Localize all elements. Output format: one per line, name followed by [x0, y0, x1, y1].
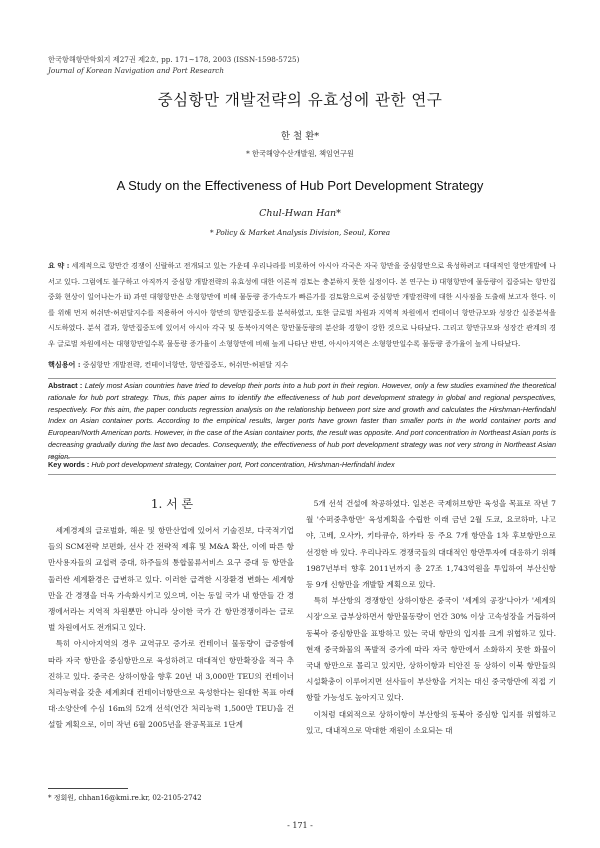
divider	[48, 474, 556, 475]
paragraph: 이처럼 대외적으로 상하이항이 부산항의 동북아 중심항 입지를 위협하고 있고, 대내적으로 막대한 재원이 소요되는 대	[306, 709, 556, 735]
author-en: Chul-Hwan Han*	[259, 208, 341, 219]
abstract-en-label: Abstract :	[48, 381, 83, 390]
keywords-ko-label: 핵심용어 :	[48, 360, 81, 369]
keywords-en-text: Hub port development strategy, Container port, Port concentration, Hirshman-Herfindahl index	[91, 460, 395, 469]
keywords-en	[48, 460, 556, 469]
body-column-right	[306, 496, 556, 739]
paper-title-en: A Study on the Effectiveness of Hub Port Development Strategy	[116, 178, 484, 193]
divider	[48, 378, 556, 379]
journal-name-en: Journal of Korean Navigation and Port Research	[48, 66, 224, 75]
abstract-en-text: Lately most Asian countries have tried to develop their ports into a hub port in their region. However, only a few studies examined the theoretical rationale for hub port strategy. Thus, this paper aims to identify the effectiveness of hub port development strategy in global and regional perspectives, respectively. For this aim, the paper conducts regression analysis on the relationship between port size and growth and calculates the Hirshman-Herfindahl Index on Asian container ports. According to the empirical results, larger ports have grown faster than smaller ports in the world container ports and European/North American ports. However, in the case of the Asian container ports, the result was opposite. And port concentration in Northeast Asian ports is decreasing gradually during the last two decades. Consequently, the effectiveness of hub port development strategy was not very strong in Northeast Asian region.	[48, 381, 556, 461]
abstract-ko-label: 요 약 :	[48, 261, 70, 270]
body-column-left	[48, 523, 294, 734]
abstract-ko-text: 세계적으로 항만간 경쟁이 신랄하고 전개되고 있는 가운데 우리나라를 비롯하여 아시아 각국은 자국 항만을 중심항만으로 육성하려고 대대적인 항만개발에 나서고 있다. 그럼에도 불구하고 아직까지 중심항 개발전략의 유효성에 대한 이론적 검토는 충분하지 못한 실정이다. 본 연구는 i) 대형항만에 물동량이 집중되는 항만집중화 현상이 일어나는가 ii) 과연 대형항만은 소형항만에 비해 물동량 증가속도가 빠른가를 검토함으로써 중심항만 개발전략에 대한 시사점을 도출해 보고자 한다. 이를 위해 먼저 허쉬만-허핀달지수를 적용하여 아시아 항만의 항만집중도를 분석하였고, 또한 글로벌 차원과 지역적 차원에서 컨테이너 항만규모와 성장간 실증분석을 시도하였다. 분석 결과, 항만집중도에 있어서 아시아 각국 및 동북아지역은 항만물동량의 분산화 경향이 강한 것으로 나타났다. 그리고 항만규모와 성장간 관계의 경우 글로벌 차원에서는 대형항만일수록 물동량 증가율이 소형항만에 비해 높게 나타난 반면, 아시아지역은 소형항만일수록 물동량 증가율이 높게 나타났다.	[48, 261, 556, 348]
author-ko: 한 철 환*	[280, 131, 320, 142]
paragraph: 세계경제의 글로벌화, 해운 및 항만산업에 있어서 기술진보, 다국적기업들의 SCM전략 보편화, 선사 간 전략적 제휴 및 M&A 확산, 이에 따른 항만사용자들의 교섭력 증대, 하주들의 통합물류서비스 요구 증대 등 항만을 둘러싼 세계환경은 급변하고 있다. 이러한 급격한 시장환경 변화는 세계항만을 간 경쟁을 더욱 가속화시키고 있으며, 이는 동일 국가 내 항만들 간 경쟁에서라는 지역적 차원뿐만 아니라 상이한 국가 간 항만경쟁이라는 글로벌 차원에서도 전개되고 있다.	[48, 526, 294, 633]
keywords-ko-text: 중심항만 개발전략, 컨테이너항만, 항만집중도, 허쉬만-허핀달 지수	[82, 360, 289, 369]
footnote: * 정회원, chhan16@kmi.re.kr, 02-2105-2742	[48, 794, 202, 802]
affiliation-ko: * 한국해양수산개발원, 책임연구원	[246, 149, 354, 158]
journal-header	[48, 54, 299, 76]
keywords-ko	[48, 360, 556, 370]
affiliation-en: * Policy & Market Analysis Division, Seoul, Korea	[209, 228, 391, 237]
paper-title-ko: 중심항만 개발전략의 유효성에 관한 연구	[157, 91, 443, 109]
journal-citation: 한국항해항만학회지 제27권 제2호, pp. 171~178, 2003 (ISSN-1598-5725)	[48, 55, 300, 64]
paragraph: 특히 아시아지역의 경우 교역규모 증가로 컨테이너 물동량이 급증함에 따라 자국 항만을 중심항만으로 육성하려고 대대적인 항만확장을 적극 추진하고 있다. 중국은 상하이항을 향후 20년 내 3,000만 TEU의 컨테이너 처리능력을 갖춘 세계최대 컨테이너항만으로 육성한다는 원대한 목표 아래 대·소양산에 수심 16m의 52개 선석(연간 처리능력 1,500만 TEU)을 건설할 계획으로, 이미 작년 6월 2005년을 완공목표로 1단계	[48, 639, 294, 730]
paragraph: 5개 선석 건설에 착공하였다. 일본은 국제허브항만 육성을 목표로 작년 7월 '수퍼중추항만' 육성계획을 수립한 이래 금년 2월 도쿄, 요코하마, 나고야, 고베, 오사카, 키타큐슈, 하카타 등 주요 7개 항만을 1차 후보항만으로 선정한 바 있다. 우리나라도 경쟁국들의 대대적인 항만투자에 대응하기 위해 1987년부터 향후 2011년까지 총 27조 1,743억원을 투입하여 부산신항 등 9개 신항만을 개발할 계획으로 있다.	[306, 499, 556, 590]
page-number: - 171 -	[287, 821, 313, 830]
footnote-rule	[48, 788, 128, 789]
abstract-en	[48, 380, 556, 463]
keywords-en-label: Key words :	[48, 460, 90, 469]
divider	[48, 457, 556, 458]
abstract-ko	[48, 258, 556, 351]
paragraph: 특히 부산항의 경쟁항인 상하이항은 중국이 '세계의 공장'나아가 '세계의 시장'으로 급부상하면서 항만물동량이 연간 30% 이상 고속성장을 거듭하여 동북아 중심항만을 표방하고 있는 국내 항만의 입지를 크게 위협하고 있다. 현재 중국화물의 폭발적 증가에 따라 자국 항만에서 소화하지 못한 화물이 국내 항만으로 몰리고 있지만, 상하이항과 티안진 등 상하이 이북 항만들의 시설확충이 이루어지면 선사들이 부산항을 거치는 대신 중국항만에 직접 기항할 가능성도 높아지고 있다.	[306, 596, 556, 703]
section-heading: 1. 서 론	[150, 497, 194, 511]
